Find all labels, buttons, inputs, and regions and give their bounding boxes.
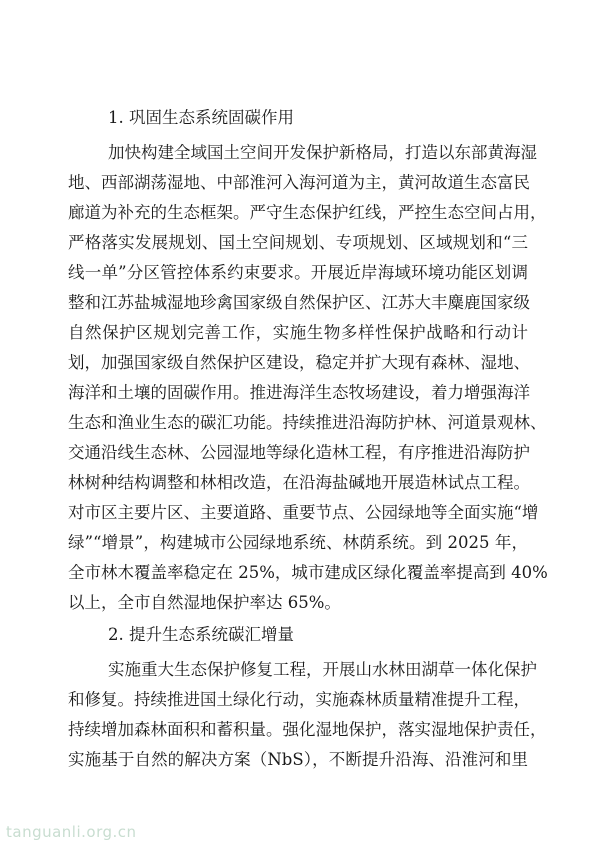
paragraph-line: 划，加强国家级自然保护区建设，稳定并扩大现有森林、湿地、: [68, 353, 530, 372]
section-heading: 1. 巩固生态系统固碳作用: [108, 108, 294, 127]
watermark-text: tanguanli.org.cn: [6, 823, 137, 841]
paragraph-line: 实施重大生态保护修复工程，开展山水林田湖草一体化保护: [108, 660, 537, 679]
paragraph-line: 交通沿线生态林、公园湿地等绿化造林工程，有序推进沿海防护: [68, 443, 530, 462]
paragraph-line: 对市区主要片区、主要道路、重要节点、公园绿地等全面实施“增: [68, 503, 539, 522]
paragraph-line: 海洋和土壤的固碳作用。推进海洋生态牧场建设，着力增强海洋: [68, 383, 530, 402]
section-heading: 2. 提升生态系统碳汇增量: [108, 625, 294, 644]
paragraph-line: 实施基于自然的解决方案（NbS），不断提升沿海、沿淮河和里: [68, 750, 528, 769]
paragraph-line: 和修复。持续推进国土绿化行动，实施森林质量精准提升工程，: [68, 690, 530, 709]
paragraph-line: 以上，全市自然湿地保护率达 65%。: [68, 593, 341, 612]
paragraph-line: 严格落实发展规划、国土空间规划、专项规划、区域规划和“三: [68, 233, 528, 252]
paragraph-line: 林树种结构调整和林相改造，在沿海盐碱地开展造林试点工程。: [68, 473, 530, 492]
paragraph-line: 持续增加森林面积和蓄积量。强化湿地保护，落实湿地保护责任，: [68, 720, 547, 739]
paragraph-line: 廊道为补充的生态框架。严守生态保护红线，严控生态空间占用，: [68, 203, 547, 222]
paragraph-line: 绿”“增景”，构建城市公园绿地系统、林荫系统。到 2025 年，: [68, 533, 528, 552]
paragraph-line: 整和江苏盐城湿地珍禽国家级自然保护区、江苏大丰麋鹿国家级: [68, 293, 530, 312]
paragraph-line: 生态和渔业生态的碳汇功能。持续推进沿海防护林、河道景观林、: [68, 413, 547, 432]
paragraph-line: 地、西部湖荡湿地、中部淮河入海河道为主，黄河故道生态富民: [68, 173, 530, 192]
paragraph-line: 线一单”分区管控体系约束要求。开展近岸海域环境功能区划调: [68, 263, 528, 282]
paragraph-line: 加快构建全域国土空间开发保护新格局，打造以东部黄海湿: [108, 143, 537, 162]
paragraph-line: 自然保护区规划完善工作，实施生物多样性保护战略和行动计: [68, 323, 528, 342]
paragraph-line: 全市林木覆盖率稳定在 25%，城市建成区绿化覆盖率提高到 40%: [68, 563, 548, 582]
